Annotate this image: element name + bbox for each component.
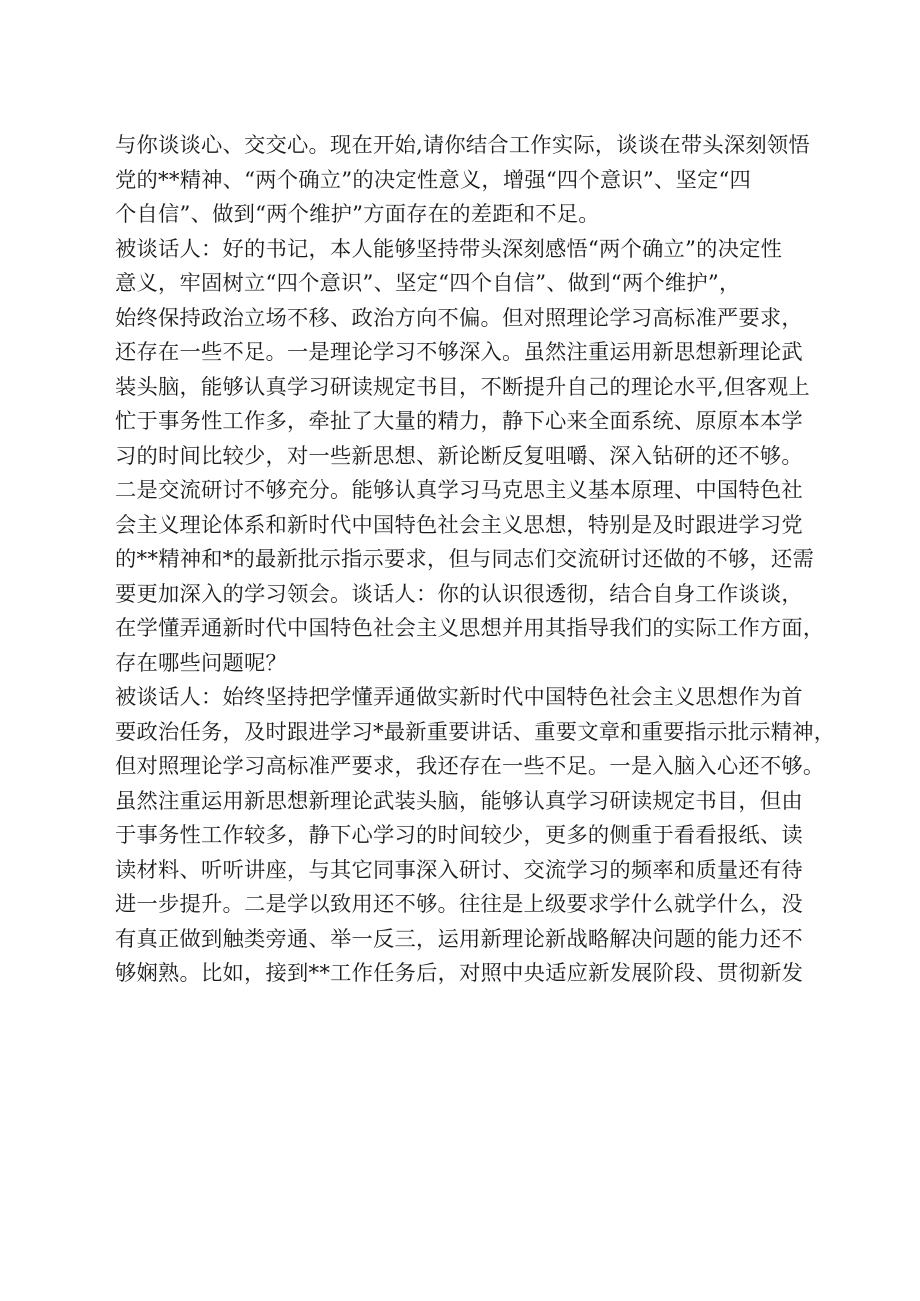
text-line: 会主义理论体系和新时代中国特色社会主义思想，特别是及时跟进学习党 [115,512,803,538]
text-line: 有真正做到触类旁通、举一反三，运用新理论新战略解决问题的能力还不 [115,926,803,952]
text-line: 始终保持政治立场不移、政治方向不偏。但对照理论学习高标准严要求， [115,305,803,331]
text-line: 被谈话人：始终坚持把学懂弄通做实新时代中国特色社会主义思想作为首 [115,685,803,710]
text-line: 在学懂弄通新时代中国特色社会主义思想并用其指导我们的实际工作方面， [115,616,825,641]
text-line: 与你谈谈心、交交心。现在开始,请你结合工作实际，谈谈在带头深刻领悟 [115,133,810,158]
text-line: 二是交流研讨不够充分。能够认真学习马克思主义基本原理、中国特色社 [115,478,803,503]
text-line: 要更加深入的学习领会。谈话人：你的认识很透彻，结合自身工作谈谈， [115,581,803,607]
document-body [115,129,835,992]
text-line: 但对照理论学习高标准严要求，我还存在一些不足。一是入脑入心还不够。 [115,754,825,779]
text-line: 进一步提升。二是学以致用还不够。往往是上级要求学什么就学什么，没 [115,892,803,917]
text-line: 意义，牢固树立“四个意识”、坚定“四个自信”、做到“两个维护”， [115,271,741,296]
text-line: 忙于事务性工作多，牵扯了大量的精力，静下心来全面系统、原原本本学 [115,409,803,434]
text-line: 习的时间比较少，对一些新思想、新论断反复咀嚼、深入钻研的还不够。 [115,443,803,469]
text-line: 读材料、听听讲座，与其它同事深入研讨、交流学习的频率和质量还有待 [115,857,803,883]
text-line: 要政治任务，及时跟进学习*最新重要讲话、重要文章和重要指示批示精神， [115,719,836,745]
text-line: 还存在一些不足。一是理论学习不够深入。虽然注重运用新思想新理论武 [115,340,803,365]
text-line: 个自信”、做到“两个维护”方面存在的差距和不足。 [115,202,600,227]
text-line: 存在哪些问题呢？ [115,650,287,676]
text-line: 于事务性工作较多，静下心学习的时间较少，更多的侧重于看看报纸、读 [115,823,803,848]
text-line: 虽然注重运用新思想新理论武装头脑，能够认真学习研读规定书目，但由 [115,788,803,814]
text-line: 装头脑，能够认真学习研读规定书目，不断提升自己的理论水平,但客观上 [115,374,810,400]
text-line: 党的**精神、“两个确立”的决定性意义，增强“四个意识”、坚定“四 [115,167,752,193]
text-line: 被谈话人：好的书记，本人能够坚持带头深刻感悟“两个确立”的决定性 [115,236,783,262]
text-line: 的**精神和*的最新批示指示要求，但与同志们交流研讨还做的不够，还需 [115,547,814,572]
text-line: 够娴熟。比如，接到**工作任务后，对照中央适应新发展阶段、贯彻新发 [115,961,804,986]
